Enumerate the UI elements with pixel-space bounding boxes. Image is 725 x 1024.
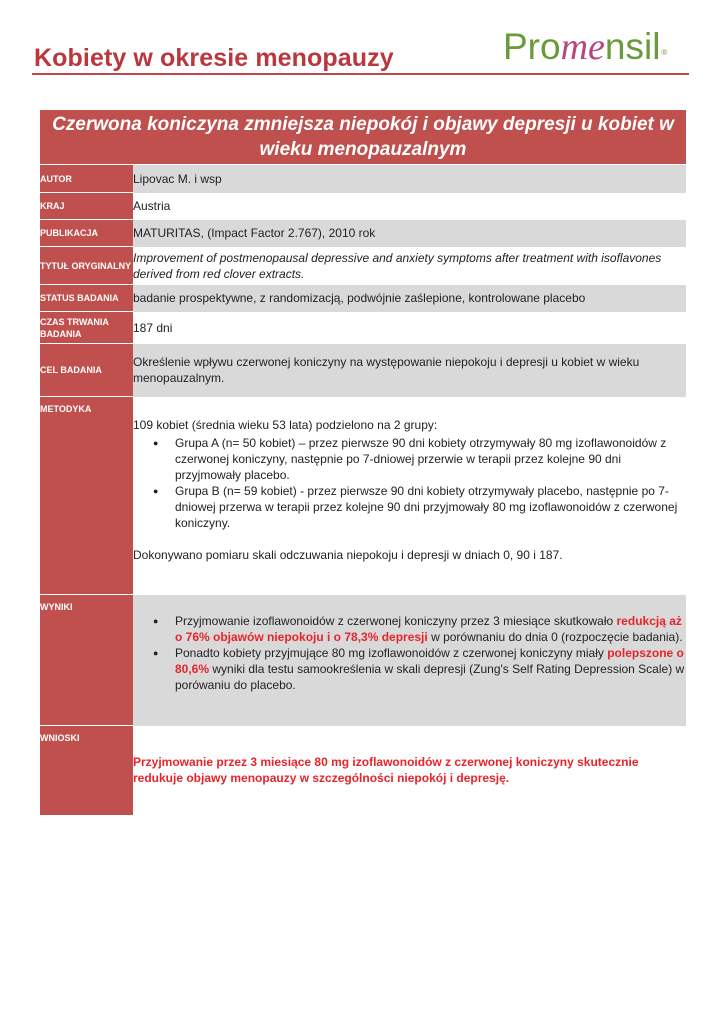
- registered-mark: ®: [661, 48, 668, 57]
- value-czas: 187 dni: [133, 312, 686, 344]
- label-wyniki: WYNIKI: [40, 595, 133, 726]
- metodyka-outro: Dokonywano pomiaru skali odczuwania niepokoju i depresji w dniach 0, 90 i 187.: [133, 547, 563, 562]
- row-wyniki: [40, 595, 686, 726]
- metodyka-intro: 109 kobiet (średnia wieku 53 lata) podzielono na 2 grupy:: [133, 417, 438, 432]
- wyniki-text: wyniki dla testu samookreślenia w skali depresji (Zung's Self Rating Depression Scale) w porówaniu do placebo.: [175, 661, 685, 692]
- list-item: [175, 613, 686, 645]
- value-status: badanie prospektywne, z randomizacją, podwójnie zaślepione, kontrolowane placebo: [133, 285, 686, 312]
- value-kraj: Austria: [133, 193, 686, 220]
- list-item: ● Grupa A (n= 50 kobiet) – przez pierwsze 90 dni kobiety otrzymywały 80 mg izoflawonoidów z czerwonej koniczyny, następnie po 7-dniowej przerwie w terapii przez kolejne 90 dni przyjmowały placebo.: [175, 435, 686, 483]
- study-summary-table: [40, 110, 686, 816]
- value-wyniki: [133, 595, 686, 726]
- list-item: ● Grupa B (n= 59 kobiet) - przez pierwsze 90 dni kobiety otrzymywały placebo, następnie po 7-dniowej przerwa w terapii przez kolejne 90 dni przyjmowały 80 mg izoflawonoidów z czerwonej koniczyny.: [175, 483, 686, 531]
- wyniki-text: Przyjmowanie izoflawonoidów z czerwonej koniczyny przez 3 miesiące skutkowało: [175, 613, 617, 628]
- row-status: [40, 285, 686, 312]
- study-title: Czerwona koniczyna zmniejsza niepokój i objawy depresji u kobiet w wieku menopauzalnym: [40, 110, 686, 165]
- header-divider: [32, 73, 689, 75]
- row-metodyka: [40, 397, 686, 595]
- study-title-row: [40, 110, 686, 165]
- logo-prefix: Pro: [503, 26, 561, 67]
- label-tytul: TYTUŁ ORYGINALNY: [40, 247, 133, 285]
- label-cel: CEL BADANIA: [40, 344, 133, 397]
- value-autor: Lipovac M. i wsp: [133, 165, 686, 193]
- row-tytul: [40, 247, 686, 285]
- value-tytul: Improvement of postmenopausal depressive and anxiety symptoms after treatment with isoflavones derived from red clover extracts.: [133, 247, 686, 285]
- logo-suffix: nsil: [604, 26, 661, 67]
- page-title: Kobiety w okresie menopauzy: [34, 44, 394, 72]
- logo-mid: me: [560, 26, 605, 68]
- value-metodyka: [133, 397, 686, 595]
- row-publikacja: [40, 220, 686, 247]
- row-czas: [40, 312, 686, 344]
- label-wnioski: WNIOSKI: [40, 726, 133, 816]
- value-wnioski: Przyjmowanie przez 3 miesiące 80 mg izoflawonoidów z czerwonej koniczyny skutecznie redukuje objawy menopauzy w szczególności niepokój i depresję.: [133, 726, 686, 816]
- value-cel: Określenie wpływu czerwonej koniczyny na występowanie niepokoju i depresji u kobiet w wieku menopauzalnym.: [133, 344, 686, 397]
- wyniki-highlight: polepszone o 80,6%: [175, 645, 684, 676]
- list-item: [175, 645, 686, 693]
- row-autor: [40, 165, 686, 193]
- wyniki-text: Ponadto kobiety przyjmujące 80 mg izoflawonoidów z czerwonej koniczyny miały: [175, 645, 608, 660]
- row-kraj: [40, 193, 686, 220]
- row-wnioski: [40, 726, 686, 816]
- row-cel: [40, 344, 686, 397]
- label-publikacja: PUBLIKACJA: [40, 220, 133, 247]
- metodyka-groups: [133, 435, 686, 531]
- label-czas: CZAS TRWANIA BADANIA: [40, 312, 133, 344]
- label-metodyka: METODYKA: [40, 397, 133, 595]
- label-kraj: KRAJ: [40, 193, 133, 220]
- wyniki-list: [133, 613, 686, 693]
- wyniki-highlight: redukcją aż o 76% objawów niepokoju i o 78,3% depresji: [175, 613, 682, 644]
- label-status: STATUS BADANIA: [40, 285, 133, 312]
- wyniki-text: w porównaniu do dnia 0 (rozpoczęcie badania).: [427, 629, 683, 644]
- value-publikacja: MATURITAS, (Impact Factor 2.767), 2010 rok: [133, 220, 686, 247]
- promensil-logo: [503, 24, 666, 70]
- label-autor: AUTOR: [40, 165, 133, 193]
